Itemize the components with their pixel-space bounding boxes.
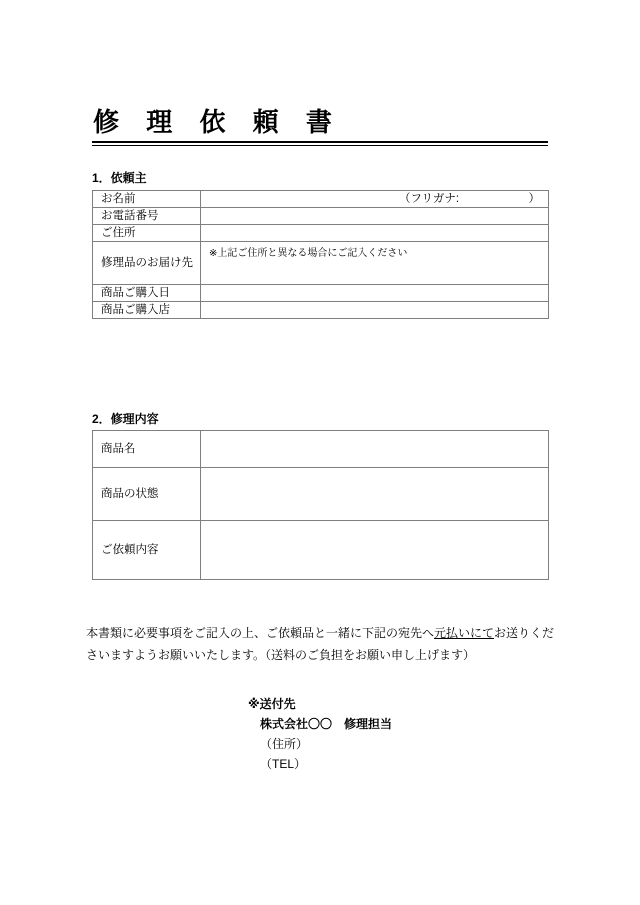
- row-label-request-details: ご依頼内容: [93, 521, 201, 580]
- row-label-purchase-store: 商品ご購入店: [93, 302, 201, 319]
- shipping-instructions: [86, 622, 556, 666]
- table-row: [93, 191, 549, 208]
- row-label-name: お名前: [93, 191, 201, 208]
- row-value-address[interactable]: [201, 225, 549, 242]
- applicant-table: [92, 190, 549, 319]
- row-value-product-condition[interactable]: [201, 468, 549, 521]
- table-row: [93, 242, 549, 285]
- furigana-field[interactable]: [209, 191, 540, 207]
- row-value-name[interactable]: [201, 191, 549, 208]
- table-row: [93, 521, 549, 580]
- row-value-purchase-date[interactable]: [201, 285, 549, 302]
- row-value-phone[interactable]: [201, 208, 549, 225]
- row-label-product-condition: 商品の状態: [93, 468, 201, 521]
- title-divider-thick-line: [92, 141, 548, 143]
- table-row: [93, 225, 549, 242]
- row-value-product-name[interactable]: [201, 431, 549, 468]
- row-label-phone: お電話番号: [93, 208, 201, 225]
- table-row: [93, 208, 549, 225]
- destination-title: ※送付先: [248, 697, 296, 711]
- row-label-address: ご住所: [93, 225, 201, 242]
- section-heading-applicant: 1．依頼主: [92, 171, 147, 185]
- shipping-instructions-line2: ますようお願いいたします。（送料のご負担をお願い申し上げます）: [110, 648, 476, 662]
- shipping-instructions-underlined: 元払いにて: [434, 626, 495, 640]
- table-row: [93, 468, 549, 521]
- table-row: [93, 302, 549, 319]
- row-value-delivery-address[interactable]: [201, 242, 549, 285]
- row-value-request-details[interactable]: [201, 521, 549, 580]
- title-divider: [92, 141, 548, 146]
- title-divider-thin-line: [92, 145, 548, 146]
- shipping-instructions-part1: 本書類に必要事項をご記入の上、ご依頼品と一緒に下記の宛先へ: [86, 626, 435, 640]
- repair-table: [92, 430, 549, 580]
- destination-block: [248, 694, 392, 774]
- page-title: 修 理 依 頼 書: [93, 107, 342, 137]
- furigana-close-paren: ）: [528, 193, 540, 205]
- destination-company: 株式会社〇〇 修理担当: [260, 717, 393, 731]
- shipping-instructions-part2: お送りください: [86, 626, 555, 662]
- section-heading-repair: 2．修理内容: [92, 412, 159, 426]
- delivery-address-note: ※上記ご住所と異なる場合にご記入ください: [209, 248, 408, 259]
- destination-tel: （TEL）: [260, 757, 307, 771]
- row-value-purchase-store[interactable]: [201, 302, 549, 319]
- row-label-delivery-address: 修理品のお届け先: [93, 242, 201, 285]
- destination-address: （住所）: [260, 737, 309, 751]
- table-row: [93, 285, 549, 302]
- furigana-label: （フリガナ:: [399, 193, 460, 205]
- table-row: [93, 431, 549, 468]
- row-label-purchase-date: 商品ご購入日: [93, 285, 201, 302]
- row-label-product-name: 商品名: [93, 431, 201, 468]
